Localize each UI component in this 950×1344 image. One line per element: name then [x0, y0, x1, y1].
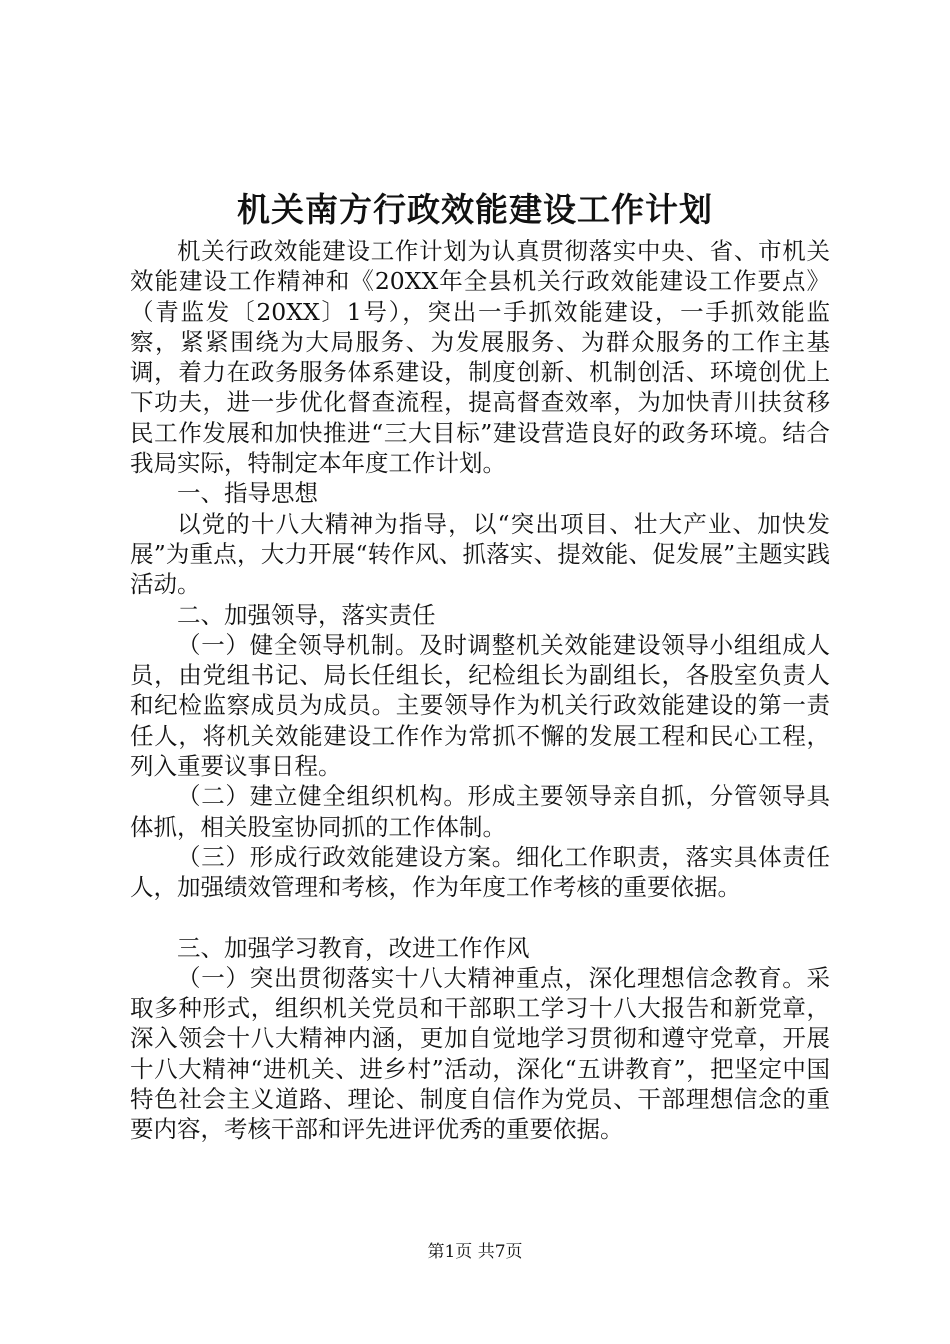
section-2-item-2: （二）建立健全组织机构。形成主要领导亲自抓，分管领导具体抓，相关股室协同抓的工作体制。 [130, 782, 830, 841]
section-3-item-1: （一）突出贯彻落实十八大精神重点，深化理想信念教育。采取多种形式，组织机关党员和干部职工学习十八大报告和新党章，深入领会十八大精神内涵，更加自觉地学习贯彻和遵守党章，开展十八大精神“进机关、进乡村”活动，深化“五讲教育”，把坚定中国特色社会主义道路、理论、制度自信作为党员、干部理想信念的重要内容，考核干部和评先进评优秀的重要依据。 [130, 963, 830, 1144]
document-title: 机关南方行政效能建设工作计划 [237, 190, 713, 229]
section-2-item-1: （一）健全领导机制。及时调整机关效能建设领导小组组成人员，由党组书记、局长任组长，纪检组长为副组长，各股室负责人和纪检监察成员为成员。主要领导作为机关行政效能建设的第一责任人，将机关效能建设工作作为常抓不懈的发展工程和民心工程，列入重要议事日程。 [130, 630, 830, 781]
section-3-heading: 三、加强学习教育，改进工作作风 [177, 933, 530, 962]
section-1-heading: 一、指导思想 [177, 479, 318, 508]
section-2-heading: 二、加强领导，落实责任 [177, 600, 436, 629]
section-1-paragraph: 以党的十八大精神为指导，以“突出项目、壮大产业、加快发展”为重点，大力开展“转作风、抓落实、提效能、促发展”主题实践活动。 [130, 509, 830, 599]
section-2-item-3: （三）形成行政效能建设方案。细化工作职责，落实具体责任人，加强绩效管理和考核，作为年度工作考核的重要依据。 [130, 842, 830, 902]
document-body [130, 236, 830, 1145]
intro-paragraph: 机关行政效能建设工作计划为认真贯彻落实中央、省、市机关效能建设工作精神和《20XX年全县机关行政效能建设工作要点》（青监发〔20XX〕1号），突出一手抓效能建设，一手抓效能监察，紧紧围绕为大局服务、为发展服务、为群众服务的工作主基调，着力在政务服务体系建设，制度创新、机制创活、环境创优上下功夫，进一步优化督查流程，提高督查效率，为加快青川扶贫移民工作发展和加快推进“三大目标”建设营造良好的政务环境。结合我局实际，特制定本年度工作计划。 [130, 237, 830, 478]
page-footer: 第1页 共7页 [427, 1242, 523, 1262]
paragraph-gap [130, 903, 830, 933]
